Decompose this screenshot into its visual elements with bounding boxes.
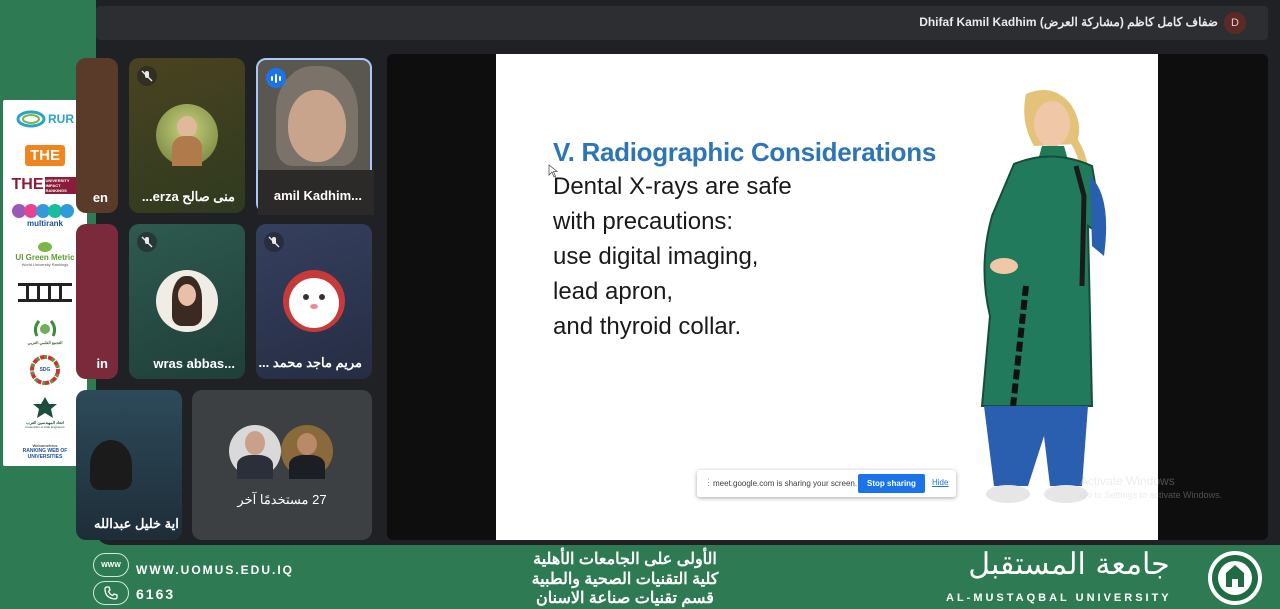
screen-sharing-banner [697, 470, 956, 497]
phone-number: 6163 [136, 586, 176, 602]
participant-avatar [283, 270, 345, 332]
leaf-icon [37, 241, 53, 253]
participant-tile-active-speaker[interactable] [256, 58, 372, 213]
arab-engineers-label: اتحاد المهندسين العرب [26, 419, 64, 425]
rur-swirl-icon [16, 108, 46, 130]
the-impact-logo [7, 174, 83, 196]
mic-off-icon [137, 66, 157, 86]
globe-icon [93, 553, 129, 577]
arab-engineers-sub: Federation of Arab Engineers [25, 424, 65, 429]
presentation-slide [496, 54, 1158, 540]
presenter-label: Dhifaf Kamil Kadhim ضفاف كامل كاظم (مشاركة العرض) [919, 15, 1218, 29]
webometrics-logo [7, 440, 83, 462]
presenter-avatar[interactable]: D [1224, 12, 1246, 34]
participant-name: منى صالح erza... [141, 189, 235, 204]
participant-tile[interactable] [256, 224, 372, 379]
the-label: THE [25, 145, 65, 166]
university-name-english: AL-MUSTAQBAL UNIVERSITY [946, 592, 1172, 604]
speaking-indicator-icon [266, 68, 286, 88]
footer-arabic-line-3: قسم تقنيات صناعة الاسنان [536, 590, 714, 607]
participant-avatar [156, 104, 218, 166]
meet-window [92, 0, 1280, 545]
slide-text-line: Dental X-rays are safe [553, 173, 792, 200]
slide-text-line: use digital imaging, [553, 243, 759, 270]
sharing-notice-text: meet.google.com is sharing your screen. [713, 479, 858, 488]
greenmetric-label: UI Green Metric [15, 253, 75, 262]
sdg-label: SDG [39, 367, 51, 373]
participant-tile[interactable] [129, 224, 245, 379]
the-impact-label: THE [11, 176, 44, 193]
multirank-logo [7, 200, 83, 230]
participant-tile[interactable] [76, 224, 118, 379]
slide-text-line: and thyroid collar. [553, 313, 742, 340]
participant-avatar [229, 425, 281, 477]
webometrics-sub: RANKING WEB OF UNIVERSITIES [22, 447, 68, 460]
slide-text-line: lead apron, [553, 278, 674, 305]
participant-tile[interactable] [129, 58, 245, 213]
rur-label: RUR [48, 112, 74, 126]
presenter-bar [96, 6, 1268, 40]
participant-name: in [96, 356, 108, 371]
university-name-arabic: جامعة المستقبل [968, 547, 1170, 582]
mic-off-icon [137, 232, 157, 252]
arab-science-logo [7, 314, 83, 348]
slide-title: V. Radiographic Considerations [553, 137, 937, 167]
participant-name: مريم ماجد محمد ... [258, 355, 362, 370]
participant-name: اية خليل عبدالله [94, 516, 179, 531]
laurel-icon [31, 318, 59, 340]
www-icon-label: WWW [101, 561, 121, 569]
others-count-label: 27 مستخدمًا آخر [237, 492, 327, 507]
participant-name: wras abbas... [153, 356, 235, 371]
participant-tile[interactable] [76, 58, 118, 213]
sdg-logo [7, 354, 83, 386]
mic-off-icon [264, 232, 284, 252]
participant-avatar [156, 270, 218, 332]
participant-name: en [92, 190, 108, 205]
slide-text-line: with precautions: [553, 208, 734, 235]
activate-windows-subtitle: Go to Settings to activate Windows. [1080, 490, 1223, 500]
engineers-emblem-icon [30, 396, 60, 420]
rur-logo [7, 106, 83, 132]
building-logo [7, 280, 83, 304]
webometrics-label: Webometrics [32, 442, 58, 448]
participant-tile[interactable] [76, 390, 182, 540]
website-text[interactable]: WWW.UOMUS.EDU.IQ [136, 563, 294, 577]
footer-arabic-line-2: كلية التقنيات الصحية والطبية [531, 571, 719, 588]
participant-photo [90, 440, 132, 490]
activate-windows-title: Activate Windows [1080, 474, 1175, 488]
drag-handle-icon[interactable]: ⋮ [704, 477, 713, 487]
the-impact-sub: UNIVERSITY IMPACT RANKINGS [45, 177, 79, 194]
multirank-label: multirank [26, 218, 63, 228]
participant-face [288, 90, 346, 162]
rankings-panel [3, 100, 87, 466]
footer-arabic-line-1: الأولى على الجامعات الأهلية [533, 551, 717, 568]
other-participants-tile[interactable] [192, 390, 372, 540]
multirank-rings-icon [9, 203, 81, 219]
participant-name: amil Kadhim... [273, 188, 362, 203]
columns-building-icon [16, 281, 74, 303]
stop-sharing-button[interactable]: Stop sharing [858, 474, 925, 493]
hide-button[interactable]: Hide [932, 478, 949, 487]
university-seal-icon [1204, 549, 1266, 607]
lead-apron-illustration [964, 86, 1134, 516]
the-logo [7, 142, 83, 168]
participant-avatar [281, 425, 333, 477]
greenmetric-sub: World University Rankings [21, 262, 69, 267]
arab-science-label: التجمع العلمي العربي [27, 339, 63, 345]
university-footer [0, 545, 1280, 609]
greenmetric-logo [7, 236, 83, 272]
phone-icon [93, 581, 129, 605]
arab-engineers-logo [7, 392, 83, 432]
